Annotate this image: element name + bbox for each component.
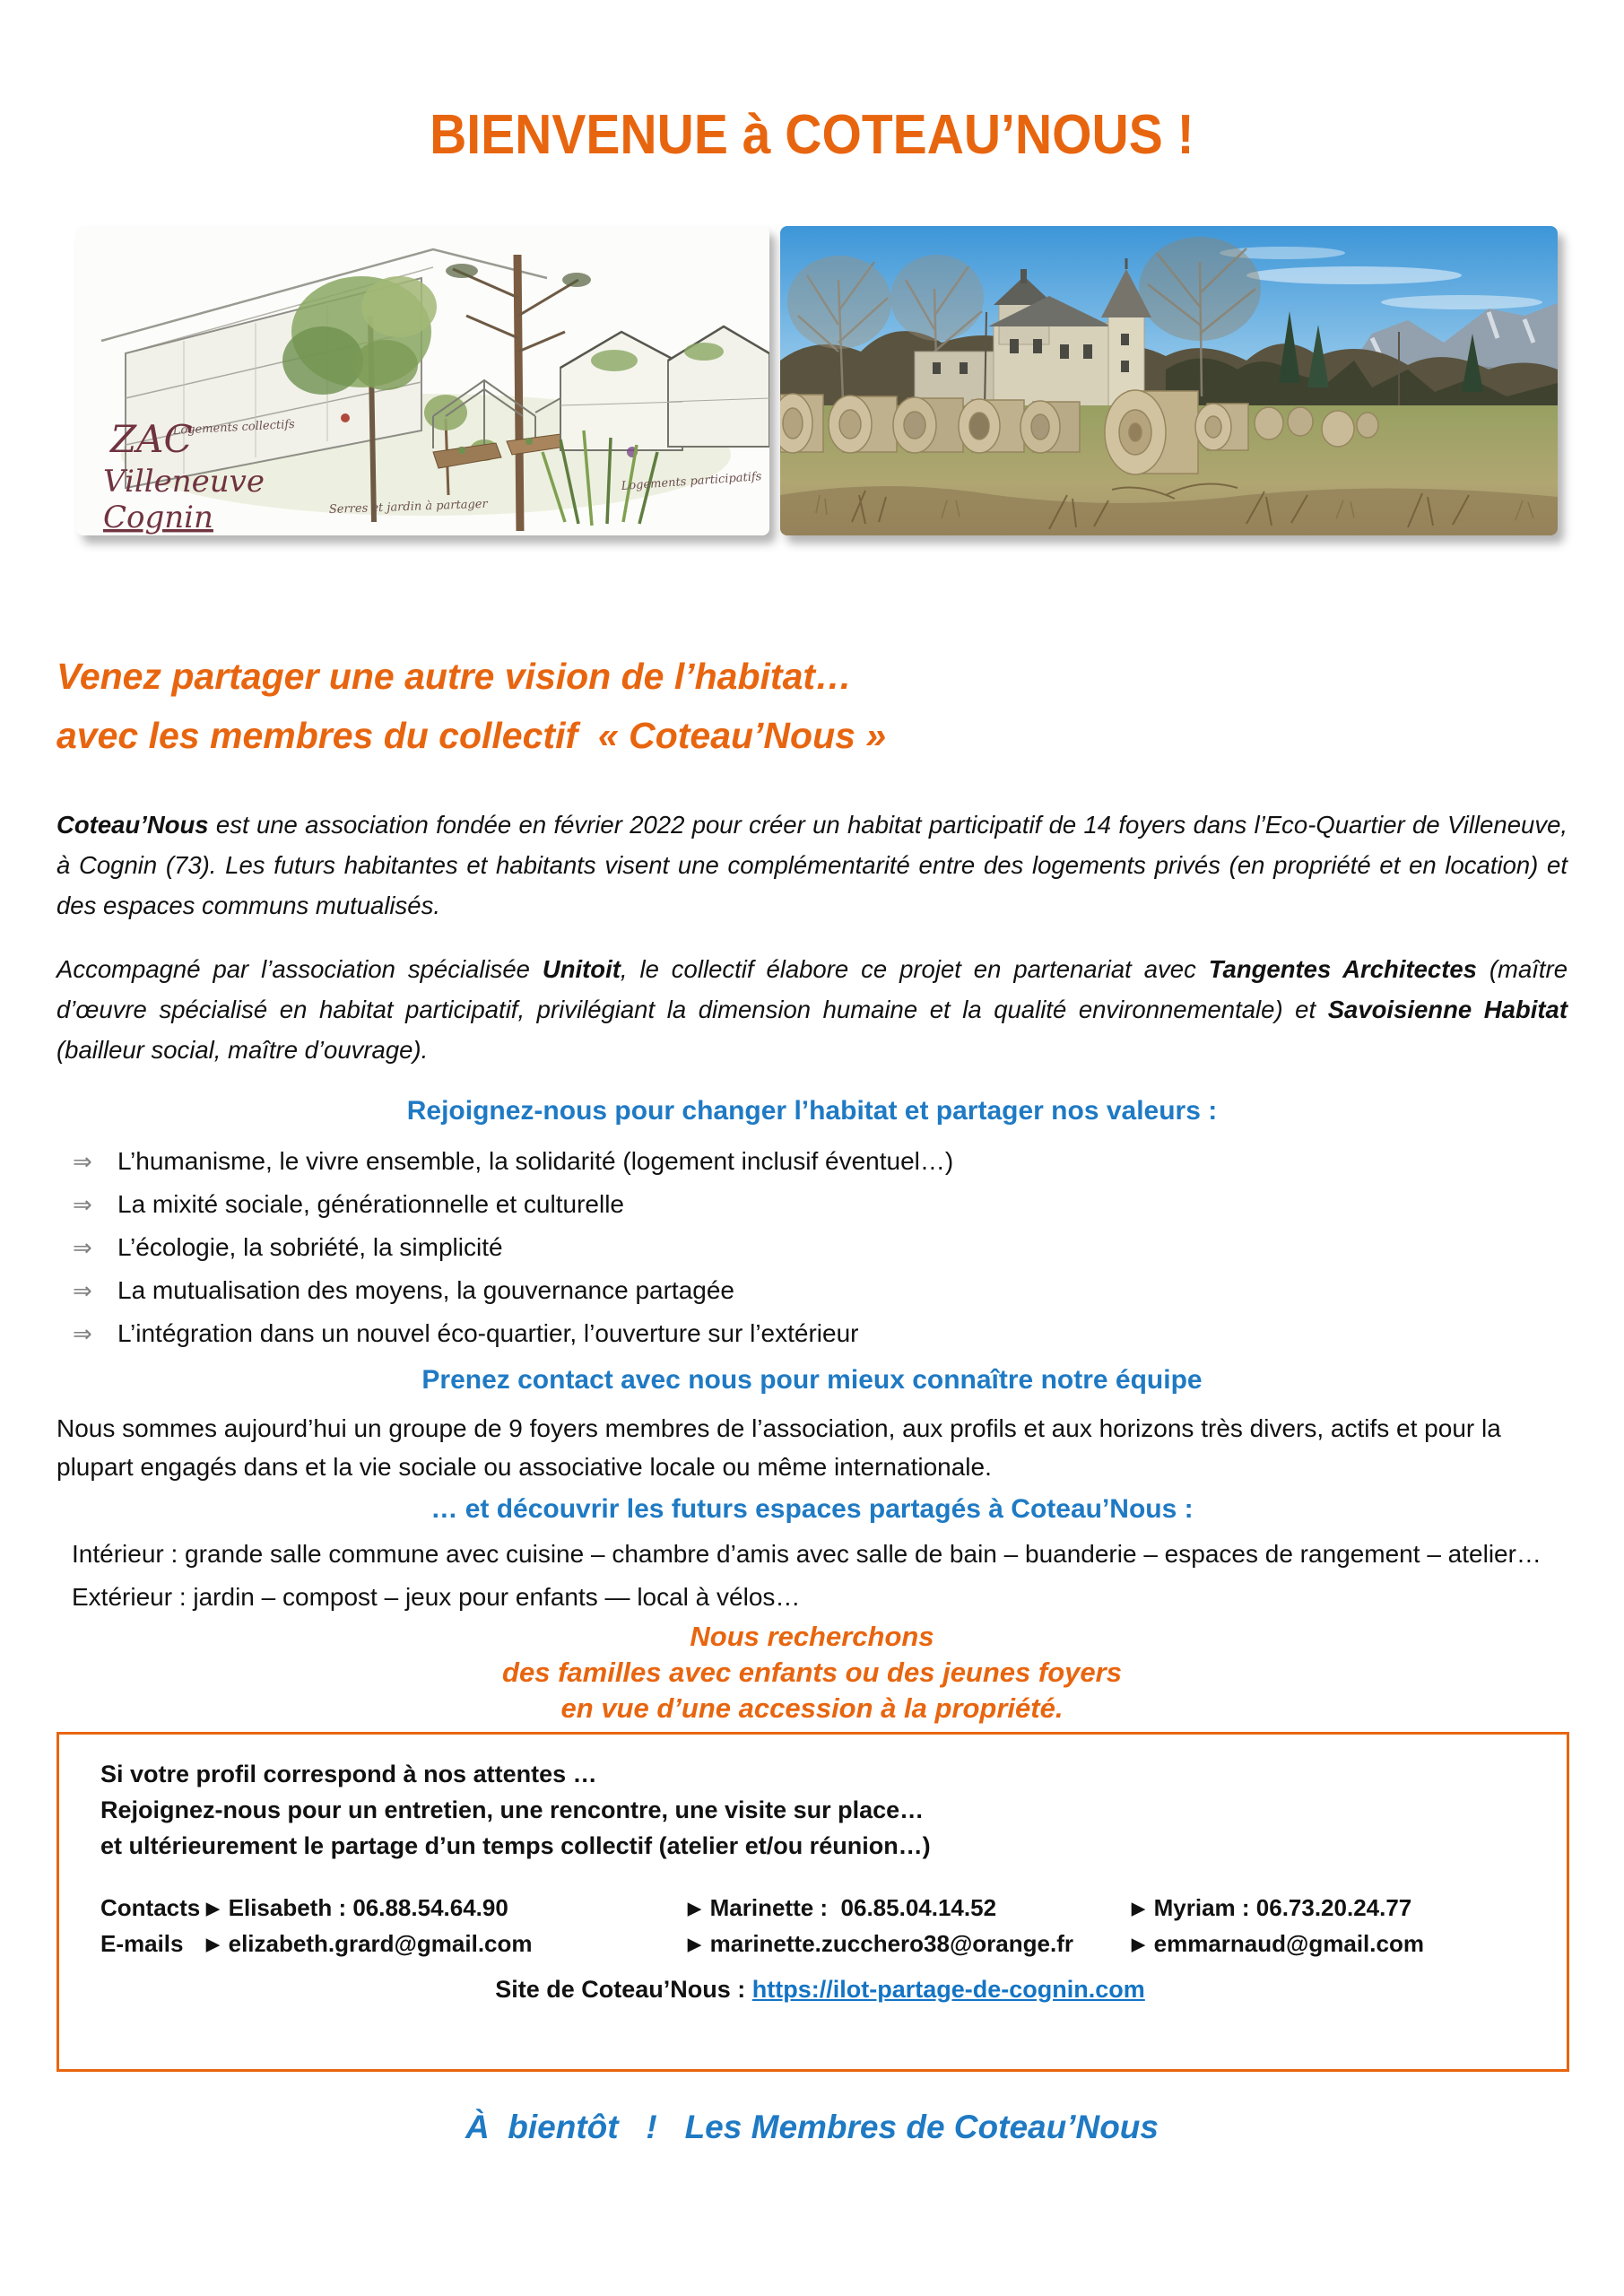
contact-box — [56, 1732, 1569, 2072]
sketch-caption-cognin: Cognin — [103, 500, 213, 535]
eco-district-sketch — [76, 226, 769, 535]
text-segment: est une association fondée en février 2022 pour créer un habitat participatif de 14 foyers dans l’Eco-Quartier de Villeneuve, à Cognin (73). Les futurs habitantes et habitants visent une complémentarité entre des logements privés (en propriété et en location) et des espaces communs mutualisés. — [56, 811, 1568, 919]
site-line — [100, 1971, 1540, 2007]
association-name: Coteau’Nous — [56, 811, 209, 839]
contact-email: emmarnaud@gmail.com — [1153, 1930, 1424, 1957]
search-line-1: Nous recherchons — [690, 1621, 934, 1652]
sketch-label-left: Logements collectifs — [172, 417, 296, 438]
triangle-icon: ▶ — [206, 1900, 220, 1918]
value-text: La mutualisation des moyens, la gouvernance partagée — [117, 1276, 734, 1304]
exterior-line: Extérieur : jardin – compost – jeux pour enfants — local à vélos… — [72, 1583, 801, 1611]
triangle-icon: ▶ — [688, 1935, 701, 1954]
page-title: BIENVENUE à COTEAU’NOUS ! — [430, 104, 1194, 166]
email-marinette — [688, 1926, 1132, 1962]
footer-signoff: À bientôt ! Les Membres de Coteau’Nous — [465, 2109, 1159, 2145]
double-arrow-icon: ⇒ — [73, 1234, 92, 1261]
triangle-icon: ▶ — [1132, 1900, 1145, 1918]
list-item — [56, 1183, 1568, 1226]
intro-heading — [56, 647, 1568, 765]
triangle-icon: ▶ — [1132, 1935, 1145, 1954]
contacts-row — [100, 1891, 1540, 1926]
values-list — [56, 1140, 1568, 1355]
intro-line-1: Venez partager une autre vision de l’habitat… — [56, 656, 853, 697]
partner-savoisienne: Savoisienne Habitat — [1327, 996, 1568, 1023]
double-arrow-icon: ⇒ — [73, 1191, 92, 1218]
box-line-1: Si votre profil correspond à nos attentes … — [100, 1761, 597, 1787]
text-segment: (maître d’œuvre spécialisé en habitat participatif, privilégiant la dimension humaine et la qualité environnementale) et — [56, 955, 1568, 1023]
partner-tangentes: Tangentes Architectes — [1208, 955, 1477, 983]
value-text: L’humanisme, le vivre ensemble, la solidarité (logement inclusif éventuel…) — [117, 1147, 954, 1175]
about-paragraph — [56, 804, 1568, 926]
double-arrow-icon: ⇒ — [73, 1320, 92, 1347]
contact-phone: Elisabeth : 06.88.54.64.90 — [228, 1894, 508, 1921]
text-segment: (bailleur social, maître d’ouvrage). — [56, 1036, 429, 1064]
contact-phone: Myriam : 06.73.20.24.77 — [1153, 1894, 1412, 1921]
triangle-icon: ▶ — [688, 1900, 701, 1918]
double-arrow-icon: ⇒ — [73, 1148, 92, 1175]
contacts-label: Contacts — [100, 1894, 201, 1921]
search-line-3: en vue d’une accession à la propriété. — [560, 1692, 1064, 1724]
triangle-icon: ▶ — [206, 1935, 220, 1954]
site-label: Site de Coteau’Nous : — [495, 1976, 752, 2003]
sketch-image — [76, 226, 769, 535]
email-elisabeth — [100, 1926, 688, 1962]
contact-marinette — [688, 1891, 1132, 1926]
list-item — [56, 1140, 1568, 1183]
value-text: L’intégration dans un nouvel éco-quartier, l’ouverture sur l’extérieur — [117, 1319, 859, 1347]
value-text: L’écologie, la sobriété, la simplicité — [117, 1233, 503, 1261]
header-images — [76, 226, 1562, 535]
sketch-caption-zac: ZAC — [110, 417, 193, 461]
box-line-3: et ultérieurement le partage d’un temps collectif (atelier et/ou réunion…) — [100, 1832, 931, 1859]
text-segment: Accompagné par l’association spécialisée — [56, 955, 543, 983]
spaces-heading: … et découvrir les futurs espaces partagés à Coteau’Nous : — [430, 1494, 1194, 1524]
email-myriam — [1132, 1926, 1540, 1962]
contact-myriam — [1132, 1891, 1540, 1926]
search-line-2: des familles avec enfants ou des jeunes foyers — [502, 1657, 1122, 1688]
list-item — [56, 1269, 1568, 1312]
interior-line: Intérieur : grande salle commune avec cuisine – chambre d’amis avec salle de bain – buanderie – espaces de rangement – atelier… — [72, 1540, 1541, 1568]
intro-line-2: avec les membres du collectif « Coteau’Nous » — [56, 715, 887, 756]
call-for-families — [56, 1619, 1568, 1726]
partner-unitoit: Unitoit — [542, 955, 621, 983]
emails-row — [100, 1926, 1540, 1962]
partners-paragraph — [56, 949, 1568, 1070]
site-link[interactable]: https://ilot-partage-de-cognin.com — [751, 1976, 1145, 2003]
sketch-label-center: Serres et jardin à partager — [328, 497, 488, 517]
box-line-2: Rejoignez-nous pour un entretien, une rencontre, une visite sur place… — [100, 1796, 925, 1823]
value-text: La mixité sociale, générationnelle et culturelle — [117, 1190, 624, 1218]
values-heading: Rejoignez-nous pour changer l’habitat et partager nos valeurs : — [406, 1096, 1218, 1126]
list-item — [56, 1312, 1568, 1355]
site-photo — [780, 226, 1558, 535]
contact-email: elizabeth.grard@gmail.com — [228, 1930, 533, 1957]
contact-phone: Marinette : 06.85.04.14.52 — [709, 1894, 997, 1921]
contact-email: marinette.zucchero38@orange.fr — [709, 1930, 1073, 1957]
list-item — [56, 1226, 1568, 1269]
double-arrow-icon: ⇒ — [73, 1277, 92, 1304]
countryside-photo — [780, 226, 1558, 535]
text-segment: , le collectif élabore ce projet en partenariat avec — [620, 955, 1209, 983]
team-paragraph: Nous sommes aujourd’hui un groupe de 9 foyers membres de l’association, aux profils et aux horizons très divers, actifs et pour la plupart engagés dans et la vie sociale ou associative locale ou même internationale. — [56, 1414, 1501, 1481]
contact-heading: Prenez contact avec nous pour mieux connaître notre équipe — [421, 1365, 1203, 1395]
contact-elisabeth — [100, 1891, 688, 1926]
sketch-label-right: Logements participatifs — [621, 470, 762, 493]
emails-label: E-mails — [100, 1930, 184, 1957]
sketch-caption-villeneuve: Villeneuve — [103, 464, 265, 500]
